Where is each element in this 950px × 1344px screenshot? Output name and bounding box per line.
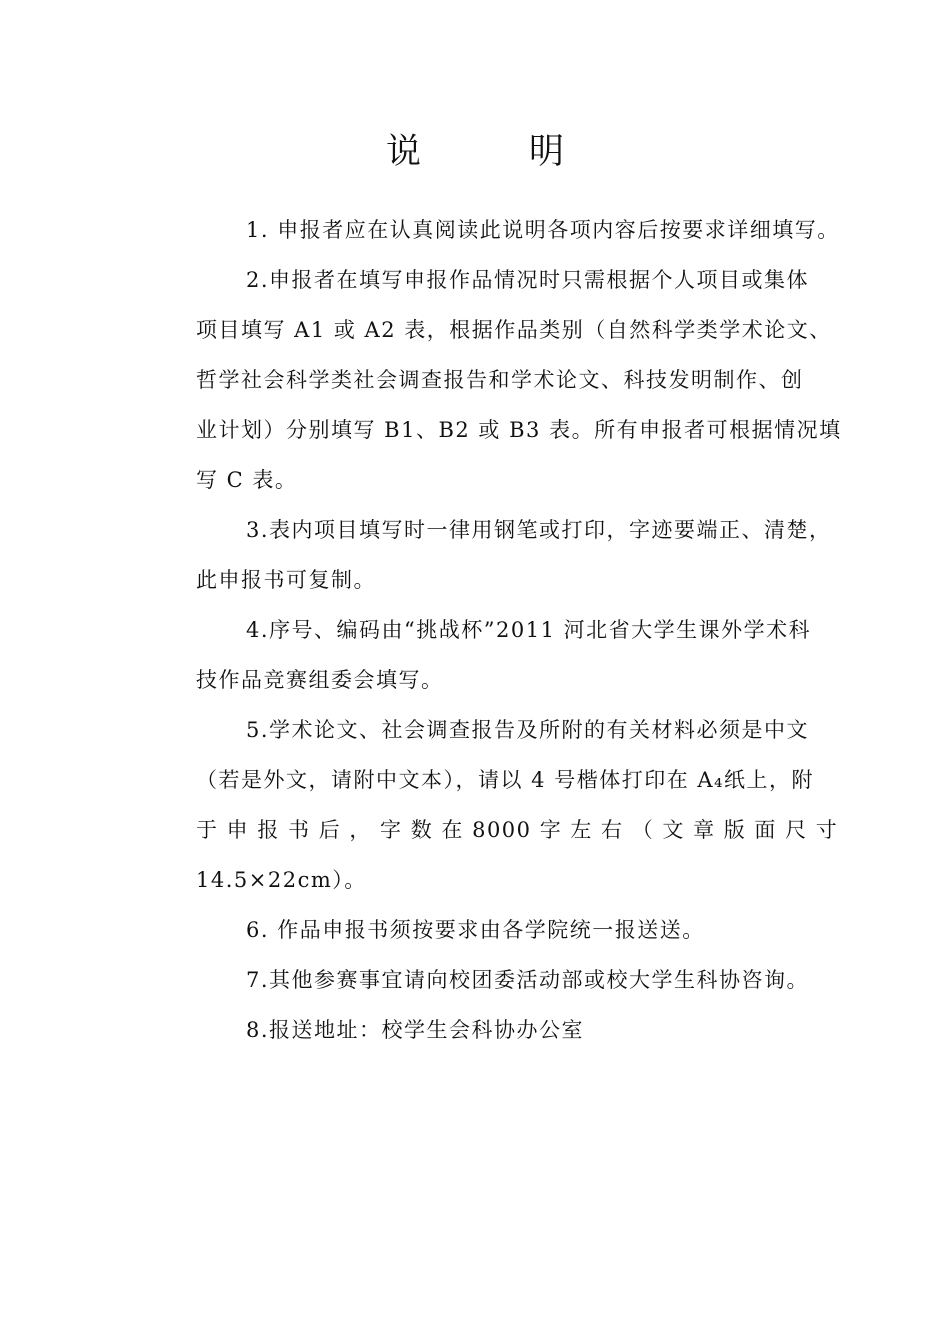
instruction-line: 技作品竞赛组委会填写。 (196, 668, 444, 692)
instruction-item-4 (146, 605, 812, 705)
instruction-line: 项目填写 A1 或 A2 表，根据作品类别（自然科学类学术论文、 (196, 318, 832, 342)
instruction-line: 哲学社会科学类社会调查报告和学术论文、科技发明制作、创 (196, 368, 804, 392)
instruction-item-3 (146, 505, 832, 605)
instruction-item-1 (146, 205, 840, 255)
instruction-item-6 (146, 905, 808, 955)
instruction-line: （若是外文，请附中文本），请以 4 号楷体打印在 A₄纸上，附 (196, 768, 814, 792)
instruction-line: 8.报送地址：校学生会科协办公室 (246, 1018, 585, 1042)
instruction-line: 3.表内项目填写时一律用钢笔或打印，字迹要端正、清楚， (246, 518, 832, 542)
instructions-body (146, 205, 842, 1055)
instruction-line: 此申报书可复制。 (196, 568, 376, 592)
instruction-line: 6. 作品申报书须按要求由各学院统一报送送。 (246, 918, 705, 942)
title-char-1: 说 (385, 132, 421, 172)
instruction-line: 写 C 表。 (196, 468, 298, 492)
instruction-line: 4.序号、编码由“挑战杯”2011 河北省大学生课外学术科 (246, 618, 812, 642)
instruction-line: 7.其他参赛事宜请向校团委活动部或校大学生科协咨询。 (246, 968, 810, 992)
instruction-item-8 (146, 1005, 808, 1055)
instruction-item-5 (146, 705, 839, 905)
instruction-line: 14.5×22cm）。 (196, 868, 367, 892)
instruction-line: 5.学术论文、社会调查报告及所附的有关材料必须是中文 (246, 718, 810, 742)
instruction-line: 于 申 报 书 后 ， 字 数 在 8000 字 左 右 （ 文 章 版 面 尺 寸 (196, 818, 839, 842)
instruction-line: 1. 申报者应在认真阅读此说明各项内容后按要求详细填写。 (246, 218, 840, 242)
instruction-line: 2.申报者在填写申报作品情况时只需根据个人项目或集体 (246, 268, 810, 292)
title-char-2: 明 (529, 132, 565, 172)
instruction-line: 业计划）分别填写 B1、B2 或 B3 表。所有申报者可根据情况填 (196, 418, 842, 442)
page-title (0, 128, 950, 176)
instruction-item-7 (146, 955, 808, 1005)
instruction-item-2 (146, 255, 842, 505)
